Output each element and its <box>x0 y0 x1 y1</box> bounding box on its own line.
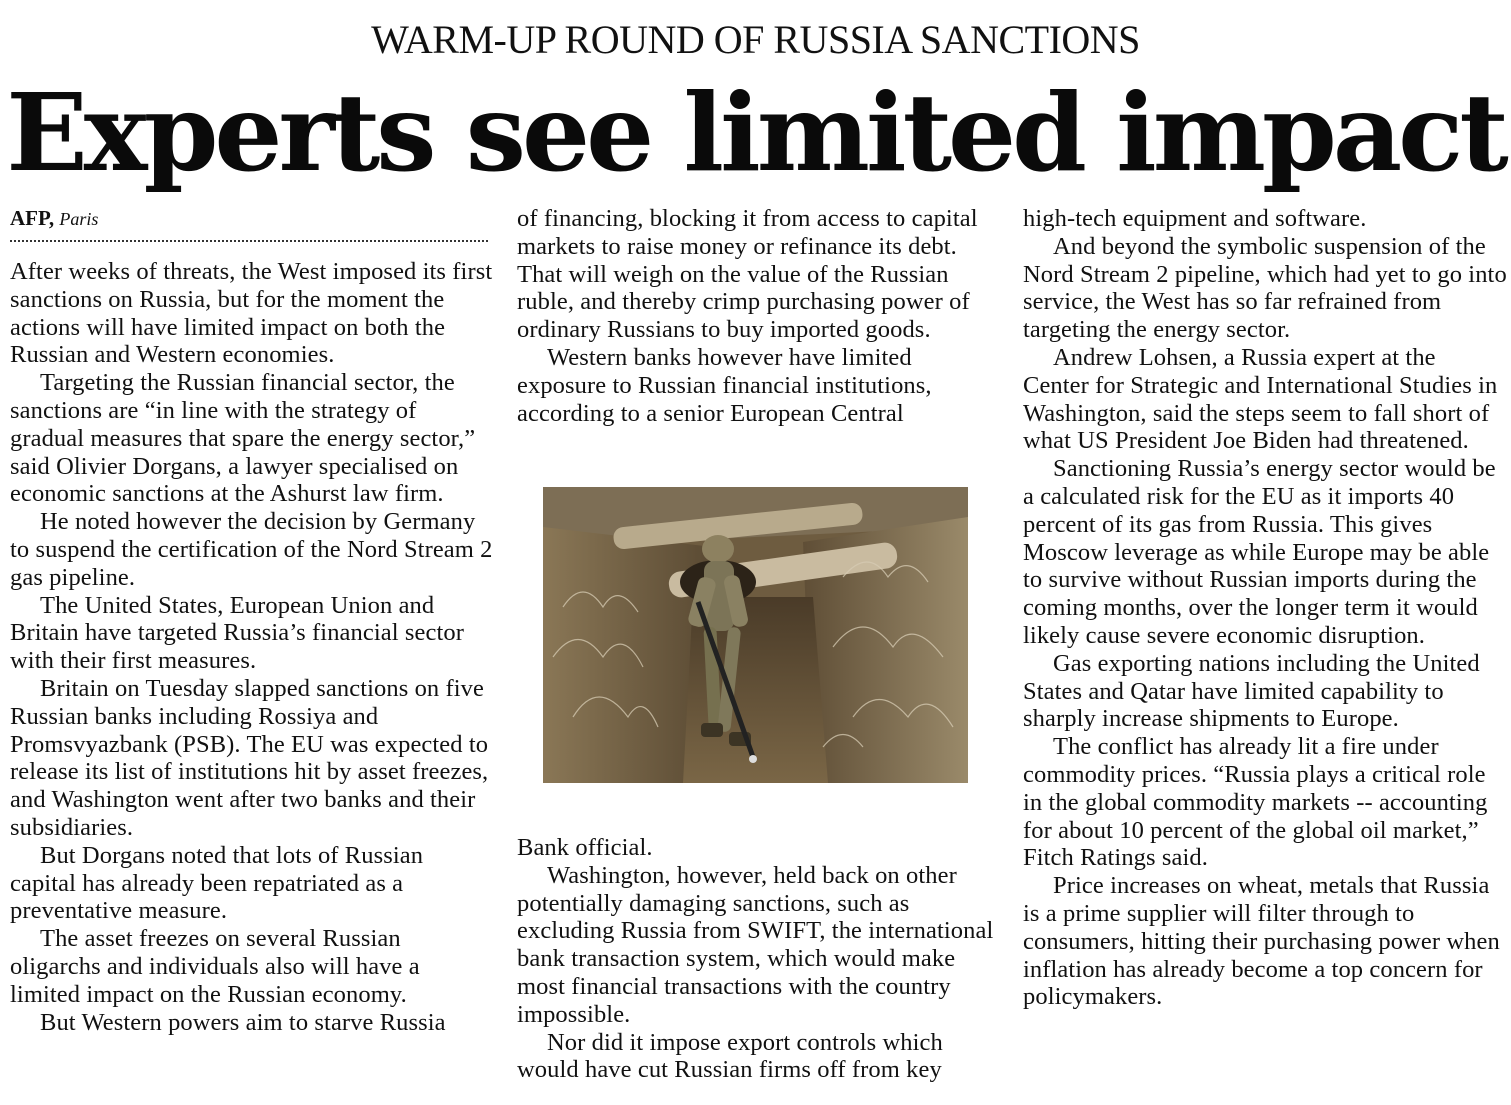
paragraph: Andrew Lohsen, a Russia expert at the Center for Strategic and International Studies in Washington, said the steps seem to fall short of what US President Joe Biden had threatened. <box>1023 343 1498 455</box>
paragraph: But Western powers aim to starve Russia <box>40 1008 446 1036</box>
byline-place: Paris <box>59 209 99 229</box>
paragraph: And beyond the symbolic suspension of the Nord Stream 2 pipeline, which had yet to go into service, the West has so far refrained from targeting the energy sector. <box>1023 232 1507 344</box>
paragraph: Washington, however, held back on other potentially damaging sanctions, such as excluding Russia from SWIFT, the international bank transaction system, which would make most financial transactions with the country impossible. <box>517 861 994 1028</box>
column-3 <box>1023 205 1507 1011</box>
column-2-top <box>517 205 1001 427</box>
paragraph: The conflict has already lit a fire under commodity prices. “Russia plays a critical role in the global commodity markets -- accounting for about 10 percent of the global oil market,” Fitch Ratings said. <box>1023 733 1488 872</box>
kicker: WARM-UP ROUND OF RUSSIA SANCTIONS <box>371 17 1140 62</box>
paragraph: Targeting the Russian financial sector, the sanctions are “in line with the strategy of gradual measures that spare the energy sector,” said Olivier Dorgans, a lawyer specialised on economic sanctions at the Ashurst law firm. <box>10 369 476 508</box>
column-2-bottom <box>517 834 1001 1084</box>
paragraph: Britain on Tuesday slapped sanctions on five Russian banks including Rossiya and Promsvyazbank (PSB). The EU was expected to release its list of institutions hit by asset freezes, and Washington went after two banks and their subsidiaries. <box>10 674 489 841</box>
paragraph: But Dorgans noted that lots of Russian capital has already been repatriated as a preventative measure. <box>10 841 424 925</box>
paragraph: Nor did it impose export controls which would have cut Russian firms off from key <box>517 1028 943 1084</box>
byline-agency: AFP, <box>10 206 55 230</box>
paragraph: He noted however the decision by Germany to suspend the certification of the Nord Stream 2 gas pipeline. <box>10 508 493 591</box>
paragraph: After weeks of threats, the West imposed its first sanctions on Russia, but for the moment the actions will have limited impact on both the Russian and Western economies. <box>10 258 493 369</box>
paragraph: of financing, blocking it from access to capital markets to raise money or refinance its debt. That will weigh on the value of the Russian ruble, and thereby crimp purchasing power of ordinary Russians to buy imported goods. <box>517 205 978 344</box>
paragraph: The asset freezes on several Russian oligarchs and individuals also will have a limited impact on the Russian economy. <box>10 925 420 1008</box>
paragraph: Price increases on wheat, metals that Russia is a prime supplier will filter through to consumers, hitting their purchasing power when inflation has already become a top concern for policymakers. <box>1023 872 1500 1011</box>
headline: Experts see limited impact <box>6 71 1505 196</box>
paragraph: Western banks however have limited exposure to Russian financial institutions, according to a senior European Central <box>517 343 932 427</box>
news-photo <box>543 487 968 783</box>
byline <box>10 205 488 242</box>
paragraph: The United States, European Union and Britain have targeted Russia’s financial sector with their first measures. <box>10 591 464 675</box>
column-1 <box>10 258 494 1036</box>
paragraph: Bank official. <box>517 834 653 861</box>
paragraph: Gas exporting nations including the United States and Qatar have limited capability to sharply increase shipments to Europe. <box>1023 649 1480 733</box>
soldier-in-trench-illustration <box>543 487 968 783</box>
paragraph: Sanctioning Russia’s energy sector would be a calculated risk for the EU as it imports 40 percent of its gas from Russia. This gives Moscow leverage as while Europe may be able to survive without Russian imports during the coming months, over the longer term it would likely cause severe economic disruption. <box>1023 455 1496 649</box>
paragraph: high-tech equipment and software. <box>1023 205 1367 232</box>
